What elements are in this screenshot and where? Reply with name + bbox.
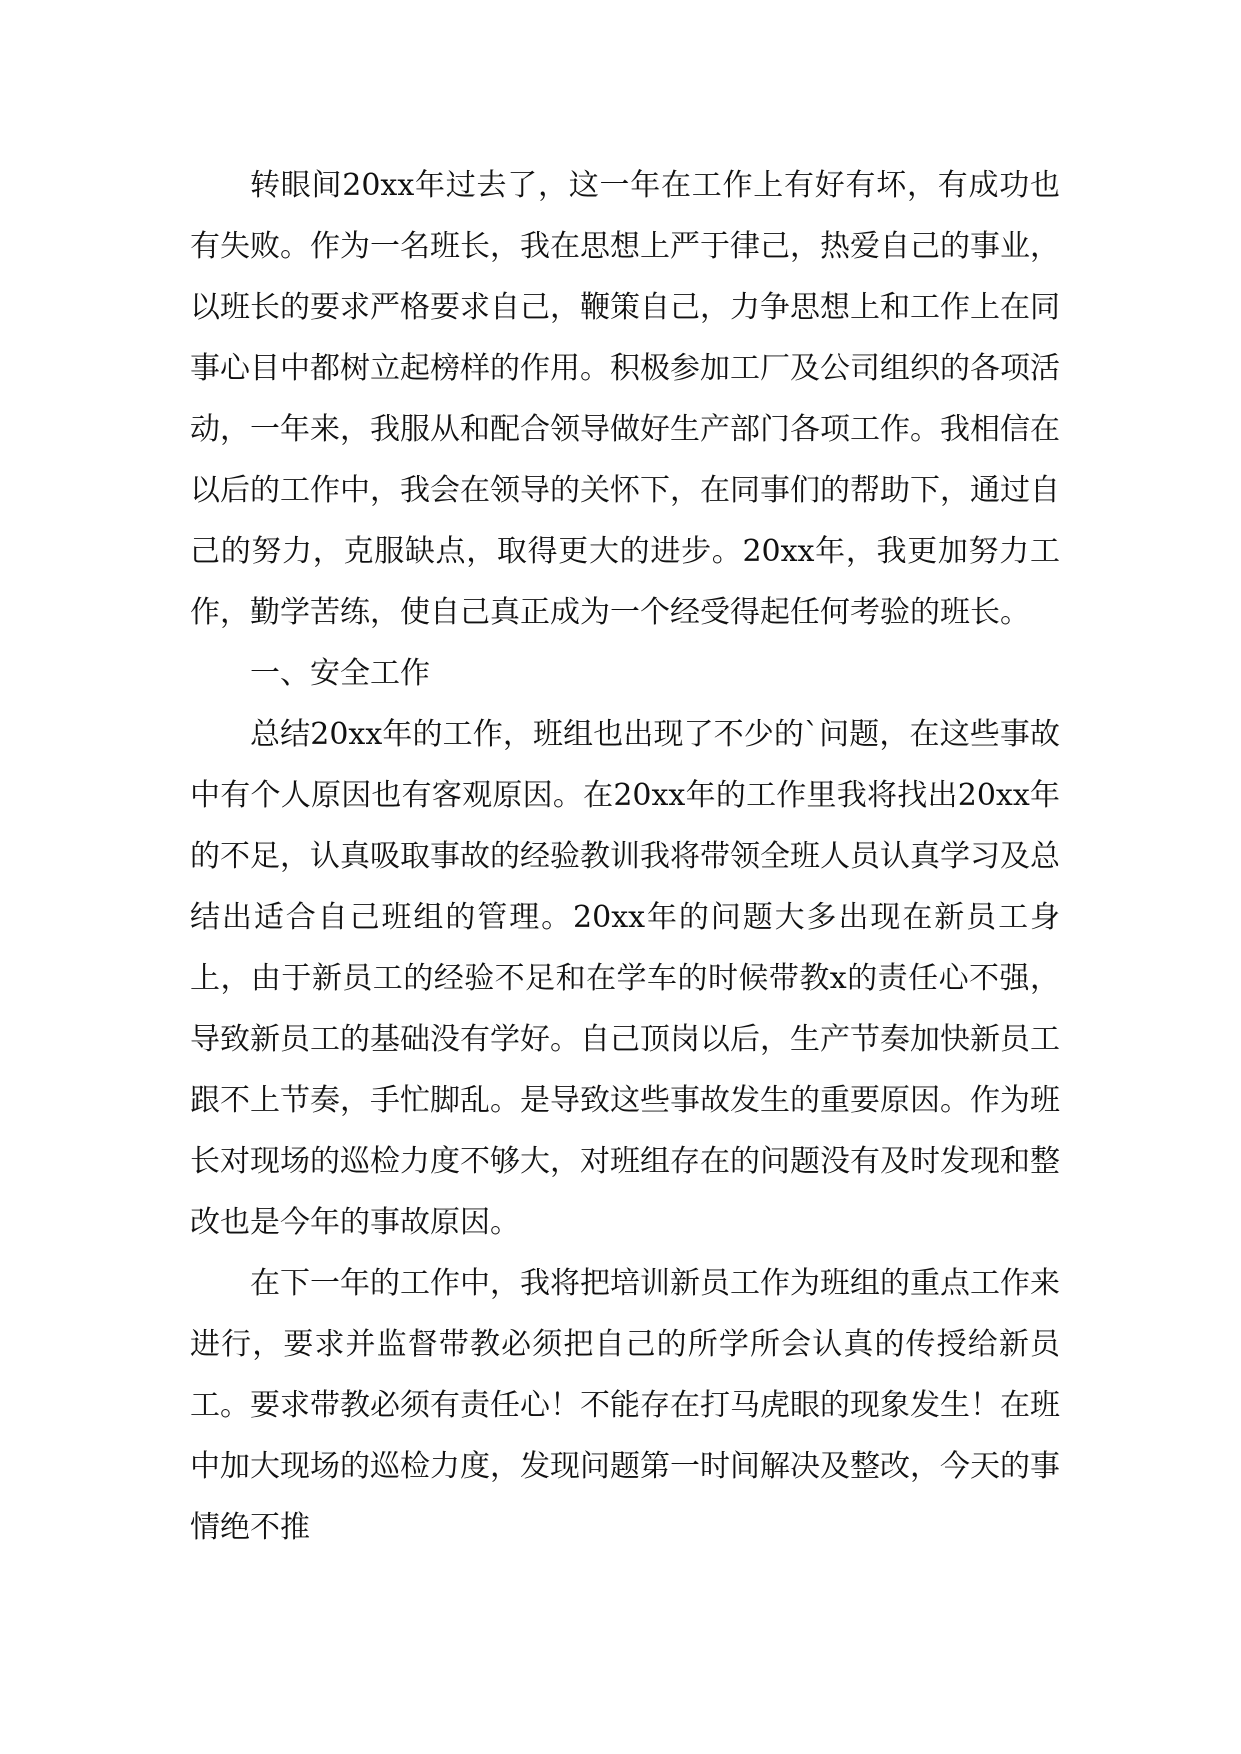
document-body <box>190 155 1060 1558</box>
paragraph-plan: 在下一年的工作中，我将把培训新员工作为班组的重点工作来进行，要求并监督带教必须把自己的所学所会认真的传授给新员工。要求带教必须有责任心！不能存在打马虎眼的现象发生！在班中加大现场的巡检力度，发现问题第一时间解决及整改，今天的事情绝不推 <box>190 1266 1060 1545</box>
section-heading-safety: 一、安全工作 <box>250 656 430 691</box>
paragraph-summary: 总结20xx年的工作，班组也出现了不少的`问题，在这些事故中有个人原因也有客观原因。在20xx年的工作里我将找出20xx年的不足，认真吸取事故的经验教训我将带领全班人员认真学习及总结出适合自己班组的管理。20xx年的问题大多出现在新员工身上，由于新员工的经验不足和在学车的时候带教x的责任心不强，导致新员工的基础没有学好。自己顶岗以后，生产节奏加快新员工跟不上节奏，手忙脚乱。是导致这些事故发生的重要原因。作为班长对现场的巡检力度不够大，对班组存在的问题没有及时发现和整改也是今年的事故原因。 <box>190 717 1060 1240</box>
paragraph-intro: 转眼间20xx年过去了，这一年在工作上有好有坏，有成功也有失败。作为一名班长，我在思想上严于律己，热爱自己的事业，以班长的要求严格要求自己，鞭策自己，力争思想上和工作上在同事心目中都树立起榜样的作用。积极参加工厂及公司组织的各项活动，一年来，我服从和配合领导做好生产部门各项工作。我相信在以后的工作中，我会在领导的关怀下，在同事们的帮助下，通过自己的努力，克服缺点，取得更大的进步。20xx年，我更加努力工作，勤学苦练，使自己真正成为一个经受得起任何考验的班长。 <box>190 168 1060 630</box>
